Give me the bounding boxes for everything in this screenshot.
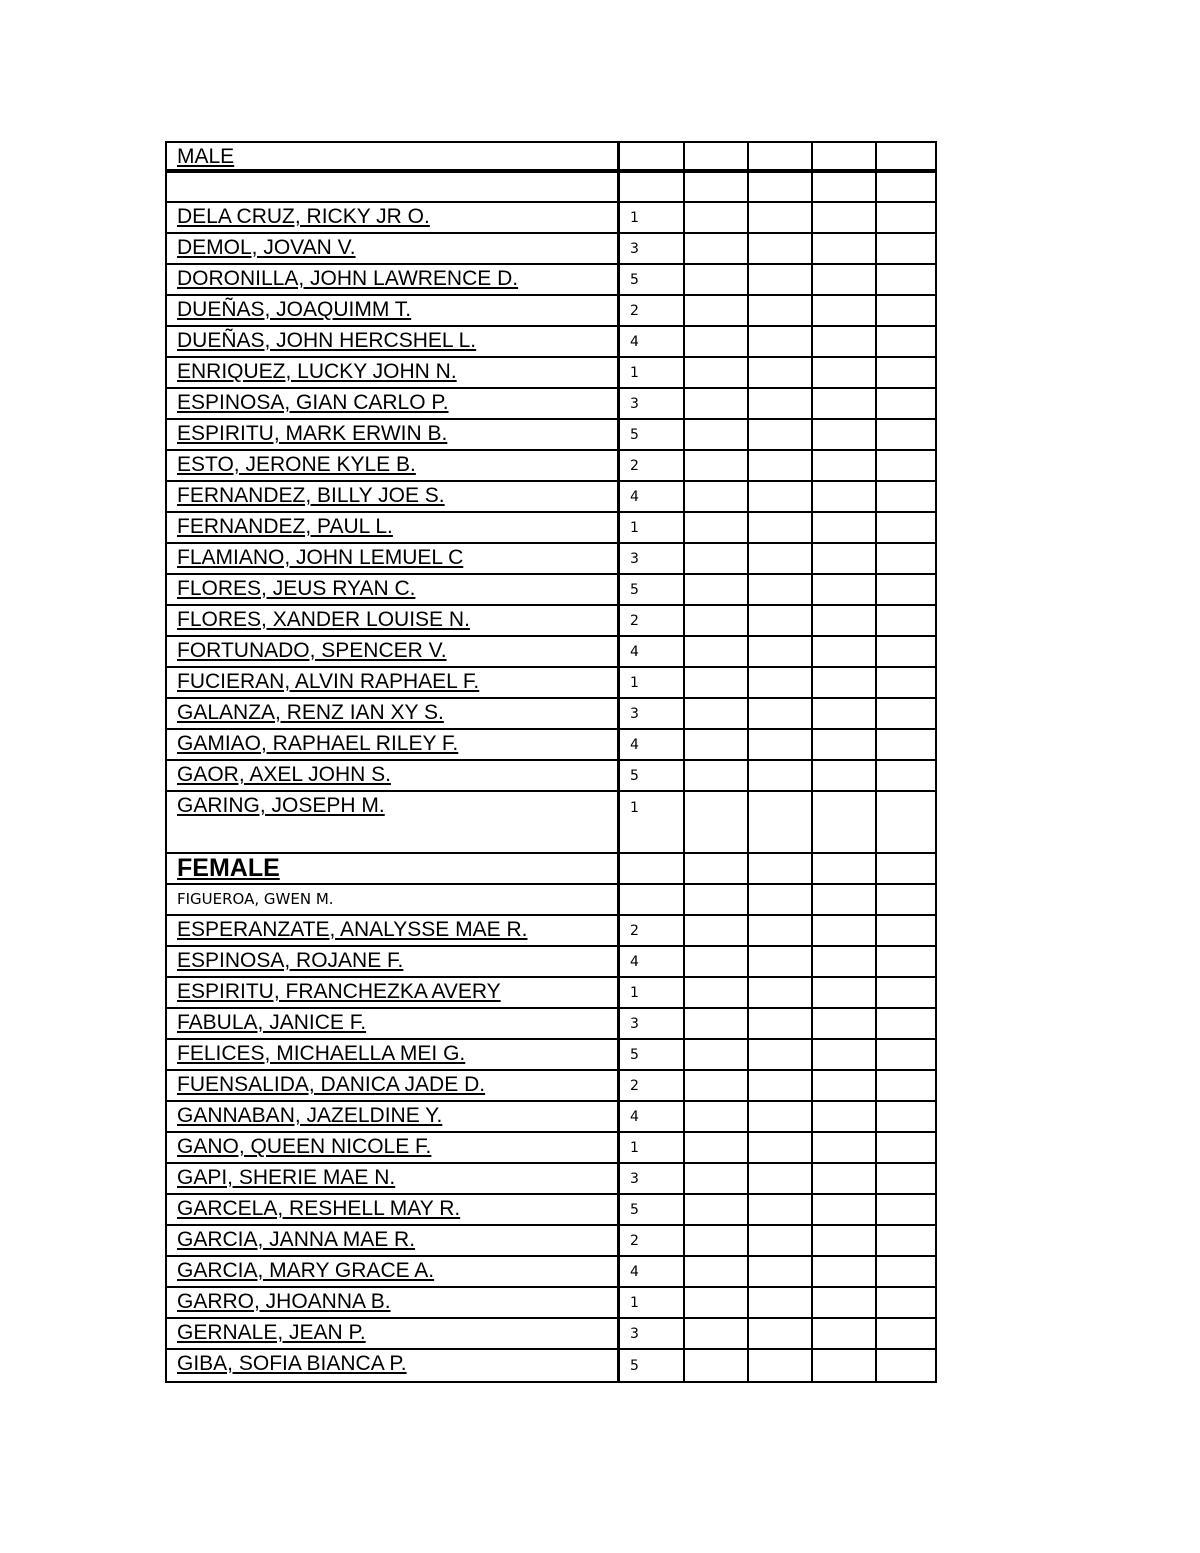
empty-cell [683, 637, 747, 666]
group-number: 2 [617, 1071, 683, 1100]
table-row [167, 1133, 935, 1164]
empty-cell [811, 265, 875, 294]
group-number: 5 [617, 420, 683, 449]
empty-cell [747, 1319, 811, 1348]
empty-cell [747, 1195, 811, 1224]
empty-cell [875, 916, 935, 945]
empty-cell [875, 1102, 935, 1131]
male-rows [167, 203, 935, 823]
table-row [167, 420, 935, 451]
empty-cell [875, 668, 935, 697]
group-number: 1 [617, 792, 683, 823]
empty-cell [683, 730, 747, 759]
empty-cell [875, 1288, 935, 1317]
empty-cell [875, 234, 935, 263]
empty-cell [747, 792, 811, 823]
empty-cell [747, 1009, 811, 1038]
empty-cell [875, 1071, 935, 1100]
empty-cell [875, 1009, 935, 1038]
empty-cell [747, 730, 811, 759]
student-name: GARRO, JHOANNA B. [177, 1290, 391, 1313]
empty-cell [683, 1319, 747, 1348]
table-row [167, 730, 935, 761]
empty-cell [811, 1071, 875, 1100]
group-number: 5 [617, 1195, 683, 1224]
table-row [167, 327, 935, 358]
roster-table [165, 141, 937, 1383]
empty-cell [875, 513, 935, 542]
empty-cell [811, 1040, 875, 1069]
empty-cell [811, 544, 875, 573]
empty-cell [683, 1257, 747, 1286]
empty-cell [875, 1164, 935, 1193]
empty-cell [683, 916, 747, 945]
empty-cell [683, 358, 747, 387]
table-row [167, 699, 935, 730]
group-number: 4 [617, 1257, 683, 1286]
table-row [167, 544, 935, 575]
blank-row [167, 173, 935, 203]
table-row [167, 1040, 935, 1071]
group-number: 2 [617, 1226, 683, 1255]
group-number: 2 [617, 451, 683, 480]
female-section-label: FEMALE [177, 854, 280, 882]
empty-cell [811, 947, 875, 976]
empty-cell [683, 1350, 747, 1381]
empty-cell [811, 606, 875, 635]
empty-cell [875, 606, 935, 635]
table-row [167, 451, 935, 482]
empty-cell [747, 296, 811, 325]
empty-cell [683, 1071, 747, 1100]
student-name: FELICES, MICHAELLA MEI G. [177, 1042, 466, 1065]
group-number: 4 [617, 482, 683, 511]
group-number: 3 [617, 544, 683, 573]
empty-cell [811, 699, 875, 728]
empty-cell [875, 1319, 935, 1348]
empty-cell [747, 1071, 811, 1100]
student-name: GAMIAO, RAPHAEL RILEY F. [177, 732, 459, 755]
empty-cell [811, 420, 875, 449]
empty-cell [683, 947, 747, 976]
empty-cell [747, 203, 811, 232]
group-number: 1 [617, 1133, 683, 1162]
empty-cell [683, 1040, 747, 1069]
table-row [167, 1102, 935, 1133]
group-number: 1 [617, 203, 683, 232]
table-row [167, 792, 935, 823]
empty-cell [747, 761, 811, 790]
empty-cell [683, 513, 747, 542]
table-row [167, 1319, 935, 1350]
group-number: 4 [617, 730, 683, 759]
table-row [167, 637, 935, 668]
empty-cell [811, 1164, 875, 1193]
group-number: 5 [617, 575, 683, 604]
empty-cell [811, 1226, 875, 1255]
table-row [167, 575, 935, 606]
empty-cell [811, 1102, 875, 1131]
empty-cell [683, 544, 747, 573]
group-number: 1 [617, 978, 683, 1007]
empty-cell [747, 327, 811, 356]
empty-cell [747, 1040, 811, 1069]
empty-cell [811, 637, 875, 666]
group-number: 4 [617, 637, 683, 666]
student-name: GANO, QUEEN NICOLE F. [177, 1135, 432, 1158]
student-name: FLAMIANO, JOHN LEMUEL C [177, 546, 464, 569]
group-number: 2 [617, 916, 683, 945]
empty-cell [875, 482, 935, 511]
table-row [167, 1195, 935, 1226]
student-name: FUCIERAN, ALVIN RAPHAEL F. [177, 670, 480, 693]
empty-cell [811, 1133, 875, 1162]
empty-cell [747, 1102, 811, 1131]
student-name: GARCIA, JANNA MAE R. [177, 1228, 416, 1251]
male-section-label: MALE [177, 145, 235, 168]
table-row [167, 916, 935, 947]
empty-cell [875, 389, 935, 418]
table-row [167, 1164, 935, 1195]
empty-cell [683, 575, 747, 604]
table-row [167, 265, 935, 296]
female-header-row [167, 854, 935, 885]
student-name: GARING, JOSEPH M. [177, 794, 385, 817]
empty-cell [875, 637, 935, 666]
student-name: FUENSALIDA, DANICA JADE D. [177, 1073, 486, 1096]
empty-cell [747, 947, 811, 976]
group-number: 1 [617, 1288, 683, 1317]
table-row [167, 234, 935, 265]
empty-cell [683, 1226, 747, 1255]
empty-cell [811, 792, 875, 823]
empty-cell [875, 792, 935, 823]
empty-cell [875, 575, 935, 604]
empty-cell [811, 978, 875, 1007]
empty-cell [875, 1195, 935, 1224]
table-row [167, 947, 935, 978]
student-name: GAPI, SHERIE MAE N. [177, 1166, 396, 1189]
empty-cell [683, 1102, 747, 1131]
table-row [167, 203, 935, 234]
group-number: 1 [617, 358, 683, 387]
student-name: GARCELA, RESHELL MAY R. [177, 1197, 461, 1220]
empty-cell [747, 606, 811, 635]
empty-cell [811, 1288, 875, 1317]
empty-cell [875, 203, 935, 232]
table-row [167, 513, 935, 544]
student-name: ESPINOSA, ROJANE F. [177, 949, 404, 972]
group-number: 4 [617, 327, 683, 356]
empty-cell [875, 1040, 935, 1069]
group-number: 4 [617, 1102, 683, 1131]
empty-cell [875, 1133, 935, 1162]
empty-cell [683, 1288, 747, 1317]
group-number: 2 [617, 606, 683, 635]
empty-cell [747, 916, 811, 945]
empty-cell [683, 1009, 747, 1038]
empty-cell [875, 420, 935, 449]
female-rows [167, 916, 935, 1381]
empty-cell [747, 699, 811, 728]
empty-cell [811, 482, 875, 511]
empty-cell [811, 1195, 875, 1224]
student-name: GARCIA, MARY GRACE A. [177, 1259, 435, 1282]
group-number: 1 [617, 513, 683, 542]
empty-cell [811, 451, 875, 480]
group-number: 4 [617, 947, 683, 976]
group-number: 5 [617, 265, 683, 294]
table-row [167, 296, 935, 327]
student-name: FIGUEROA, GWEN M. [177, 890, 334, 908]
empty-cell [683, 296, 747, 325]
empty-cell [747, 513, 811, 542]
table-row [167, 668, 935, 699]
group-number: 5 [617, 1040, 683, 1069]
student-name: FLORES, JEUS RYAN C. [177, 577, 416, 600]
empty-cell [875, 730, 935, 759]
empty-cell [811, 1009, 875, 1038]
empty-cell [811, 668, 875, 697]
table-row [167, 482, 935, 513]
group-number: 1 [617, 668, 683, 697]
empty-cell [811, 916, 875, 945]
student-name: GIBA, SOFIA BIANCA P. [177, 1352, 407, 1375]
empty-cell [747, 234, 811, 263]
empty-cell [875, 1226, 935, 1255]
empty-cell [683, 1164, 747, 1193]
table-row [167, 885, 935, 916]
empty-cell [683, 792, 747, 823]
group-number: 3 [617, 699, 683, 728]
empty-cell [747, 358, 811, 387]
empty-cell [875, 327, 935, 356]
student-name: ESPIRITU, MARK ERWIN B. [177, 422, 448, 445]
empty-cell [747, 544, 811, 573]
empty-cell [747, 1164, 811, 1193]
empty-cell [811, 296, 875, 325]
empty-cell [747, 1350, 811, 1381]
group-number: 5 [617, 761, 683, 790]
empty-cell [875, 978, 935, 1007]
empty-cell [747, 668, 811, 697]
student-name: DELA CRUZ, RICKY JR O. [177, 205, 430, 228]
empty-cell [683, 668, 747, 697]
group-number: 3 [617, 389, 683, 418]
student-name: GAOR, AXEL JOHN S. [177, 763, 391, 786]
empty-cell [683, 327, 747, 356]
student-name: ESTO, JERONE KYLE B. [177, 453, 416, 476]
empty-cell [683, 203, 747, 232]
empty-cell [875, 761, 935, 790]
empty-cell [811, 358, 875, 387]
student-name: GANNABAN, JAZELDINE Y. [177, 1104, 443, 1127]
group-number: 3 [617, 1164, 683, 1193]
empty-cell [811, 203, 875, 232]
empty-cell [747, 1133, 811, 1162]
empty-cell [747, 637, 811, 666]
student-name: GALANZA, RENZ IAN XY S. [177, 701, 444, 724]
empty-cell [747, 482, 811, 511]
empty-cell [747, 451, 811, 480]
empty-cell [747, 420, 811, 449]
student-name: DUEÑAS, JOHN HERCSHEL L. [177, 329, 477, 352]
empty-cell [683, 234, 747, 263]
empty-cell [811, 327, 875, 356]
student-name: FERNANDEZ, PAUL L. [177, 515, 393, 538]
empty-cell [747, 1288, 811, 1317]
empty-cell [747, 265, 811, 294]
empty-cell [811, 1319, 875, 1348]
male-header-row [167, 143, 935, 173]
empty-cell [875, 1257, 935, 1286]
table-row [167, 1009, 935, 1040]
table-row [167, 1257, 935, 1288]
empty-cell [683, 1195, 747, 1224]
empty-cell [875, 451, 935, 480]
table-row [167, 978, 935, 1009]
group-number: 3 [617, 234, 683, 263]
empty-cell [747, 389, 811, 418]
student-name: FORTUNADO, SPENCER V. [177, 639, 447, 662]
empty-cell [811, 513, 875, 542]
student-name: ENRIQUEZ, LUCKY JOHN N. [177, 360, 457, 383]
group-number: 5 [617, 1350, 683, 1381]
table-row [167, 1071, 935, 1102]
empty-cell [811, 1257, 875, 1286]
empty-cell [875, 358, 935, 387]
student-name: DUEÑAS, JOAQUIMM T. [177, 298, 412, 321]
student-name: DORONILLA, JOHN LAWRENCE D. [177, 267, 519, 290]
student-name: FABULA, JANICE F. [177, 1011, 367, 1034]
table-row [167, 389, 935, 420]
student-name: FLORES, XANDER LOUISE N. [177, 608, 470, 631]
empty-cell [747, 1226, 811, 1255]
empty-cell [811, 389, 875, 418]
empty-cell [875, 265, 935, 294]
student-name: ESPIRITU, FRANCHEZKA AVERY [177, 980, 501, 1003]
group-number: 3 [617, 1009, 683, 1038]
empty-cell [683, 420, 747, 449]
student-name: ESPINOSA, GIAN CARLO P. [177, 391, 449, 414]
group-number: 2 [617, 296, 683, 325]
empty-cell [875, 699, 935, 728]
empty-cell [875, 1350, 935, 1381]
empty-cell [747, 978, 811, 1007]
blank-row [167, 823, 935, 854]
table-row [167, 606, 935, 637]
student-name: GERNALE, JEAN P. [177, 1321, 366, 1344]
empty-cell [683, 482, 747, 511]
table-row [167, 358, 935, 389]
table-row [167, 1350, 935, 1381]
empty-cell [811, 761, 875, 790]
table-row [167, 761, 935, 792]
empty-cell [683, 978, 747, 1007]
empty-cell [875, 544, 935, 573]
student-name: FERNANDEZ, BILLY JOE S. [177, 484, 445, 507]
empty-cell [683, 265, 747, 294]
empty-cell [683, 699, 747, 728]
empty-cell [747, 1257, 811, 1286]
empty-cell [875, 296, 935, 325]
empty-cell [683, 761, 747, 790]
table-row [167, 1288, 935, 1319]
student-name: DEMOL, JOVAN V. [177, 236, 356, 259]
empty-cell [747, 575, 811, 604]
empty-cell [811, 730, 875, 759]
empty-cell [683, 389, 747, 418]
empty-cell [811, 1350, 875, 1381]
empty-cell [683, 451, 747, 480]
table-row [167, 1226, 935, 1257]
empty-cell [683, 606, 747, 635]
empty-cell [875, 947, 935, 976]
empty-cell [811, 234, 875, 263]
student-name: ESPERANZATE, ANALYSSE MAE R. [177, 918, 528, 941]
empty-cell [683, 1133, 747, 1162]
group-number: 3 [617, 1319, 683, 1348]
empty-cell [811, 575, 875, 604]
